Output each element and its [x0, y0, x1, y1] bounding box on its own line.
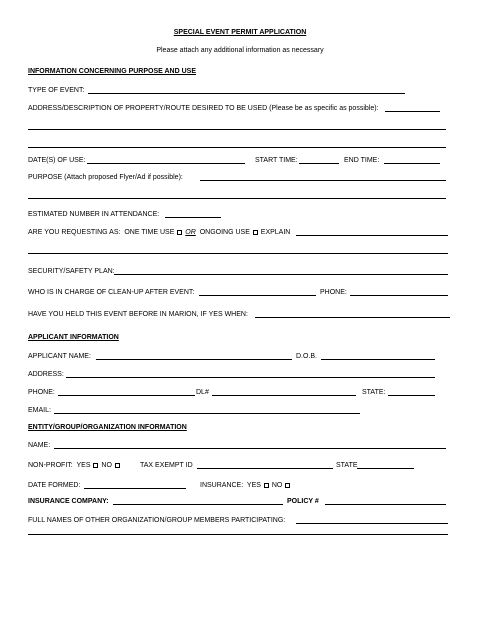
- entity-name-label: NAME:: [28, 442, 51, 449]
- address-description-line-2[interactable]: [28, 129, 446, 130]
- end-time-field[interactable]: [384, 163, 440, 164]
- insurance-row: [200, 481, 291, 490]
- section-entity-heading: ENTITY/GROUP/ORGANIZATION INFORMATION: [28, 424, 187, 431]
- non-profit-label: NON-PROFIT: YES: [28, 462, 91, 469]
- explain-line-2[interactable]: [28, 253, 448, 254]
- non-profit-no-label: NO: [101, 462, 112, 469]
- cleanup-field[interactable]: [199, 295, 316, 296]
- insurance-company-field[interactable]: [113, 504, 283, 505]
- applicant-address-field[interactable]: [66, 377, 435, 378]
- entity-name-field[interactable]: [54, 448, 446, 449]
- one-time-use-checkbox[interactable]: [177, 230, 182, 235]
- held-before-field[interactable]: [255, 317, 450, 318]
- form-subtitle: Please attach any additional information as necessary: [156, 47, 324, 54]
- or-text: OR: [185, 229, 196, 236]
- applicant-phone-label: PHONE:: [28, 389, 55, 396]
- email-field[interactable]: [54, 413, 360, 414]
- other-members-field[interactable]: [296, 523, 448, 524]
- non-profit-yes-checkbox[interactable]: [93, 463, 98, 468]
- form-title: SPECIAL EVENT PERMIT APPLICATION: [173, 29, 307, 36]
- applicant-state-label: STATE:: [362, 389, 386, 396]
- cleanup-label: WHO IS IN CHARGE OF CLEAN-UP AFTER EVENT:: [28, 289, 195, 296]
- ongoing-use-checkbox[interactable]: [253, 230, 258, 235]
- policy-field[interactable]: [325, 504, 446, 505]
- dl-label: DL#: [196, 389, 209, 396]
- insurance-company-label: INSURANCE COMPANY:: [28, 498, 109, 505]
- address-description-field[interactable]: [385, 111, 440, 112]
- security-plan-field[interactable]: [114, 274, 448, 275]
- section-applicant-heading: APPLICANT INFORMATION: [28, 334, 119, 341]
- explain-label: EXPLAIN: [260, 229, 291, 236]
- dob-label: D.O.B.: [296, 353, 318, 360]
- insurance-no-checkbox[interactable]: [285, 483, 290, 488]
- insurance-yes-checkbox[interactable]: [264, 483, 269, 488]
- held-before-label: HAVE YOU HELD THIS EVENT BEFORE IN MARION, IF YES WHEN:: [28, 311, 248, 318]
- date-formed-field[interactable]: [84, 488, 186, 489]
- attendance-label: ESTIMATED NUMBER IN ATTENDANCE:: [28, 211, 160, 218]
- address-description-line-3[interactable]: [28, 147, 446, 148]
- dates-of-use-label: DATE(S) OF USE:: [28, 157, 86, 164]
- section-purpose-heading: INFORMATION CONCERNING PURPOSE AND USE: [28, 68, 197, 75]
- applicant-name-field[interactable]: [96, 359, 292, 360]
- dates-of-use-field[interactable]: [87, 163, 245, 164]
- insurance-no-label: NO: [271, 482, 283, 489]
- purpose-line-2[interactable]: [28, 198, 446, 199]
- other-members-line-2[interactable]: [28, 534, 448, 535]
- entity-state-field[interactable]: [357, 468, 414, 469]
- non-profit-no-checkbox[interactable]: [115, 463, 120, 468]
- tax-exempt-field[interactable]: [197, 468, 333, 469]
- applicant-address-label: ADDRESS:: [28, 371, 64, 378]
- purpose-field[interactable]: [200, 180, 446, 181]
- address-description-label: ADDRESS/DESCRIPTION OF PROPERTY/ROUTE DESIRED TO BE USED (Please be as specific as possible):: [28, 105, 379, 112]
- tax-exempt-label: TAX EXEMPT ID: [140, 462, 193, 469]
- start-time-field[interactable]: [299, 163, 339, 164]
- entity-state-label: STATE: [336, 462, 358, 469]
- dl-field[interactable]: [212, 395, 356, 396]
- dob-field[interactable]: [321, 359, 435, 360]
- other-members-label: FULL NAMES OF OTHER ORGANIZATION/GROUP MEMBERS PARTICIPATING:: [28, 517, 286, 524]
- requesting-as-row: [28, 228, 290, 237]
- date-formed-label: DATE FORMED:: [28, 482, 81, 489]
- security-plan-label: SECURITY/SAFETY PLAN:: [28, 268, 115, 275]
- start-time-label: START TIME:: [255, 157, 298, 164]
- end-time-label: END TIME:: [344, 157, 380, 164]
- applicant-name-label: APPLICANT NAME:: [28, 353, 91, 360]
- non-profit-row: [28, 461, 121, 470]
- type-of-event-label: TYPE OF EVENT:: [28, 87, 85, 94]
- policy-label: POLICY #: [287, 498, 319, 505]
- explain-field[interactable]: [296, 235, 448, 236]
- cleanup-phone-label: PHONE:: [320, 289, 347, 296]
- cleanup-phone-field[interactable]: [350, 295, 448, 296]
- applicant-state-field[interactable]: [388, 395, 435, 396]
- email-label: EMAIL:: [28, 407, 51, 414]
- requesting-as-label: ARE YOU REQUESTING AS: ONE TIME USE: [28, 229, 175, 236]
- applicant-phone-field[interactable]: [58, 395, 195, 396]
- ongoing-use-label: ONGOING USE: [199, 229, 250, 236]
- type-of-event-field[interactable]: [88, 93, 405, 94]
- purpose-label: PURPOSE (Attach proposed Flyer/Ad if possible):: [28, 174, 183, 181]
- attendance-field[interactable]: [165, 217, 221, 218]
- insurance-label: INSURANCE: YES: [200, 482, 261, 489]
